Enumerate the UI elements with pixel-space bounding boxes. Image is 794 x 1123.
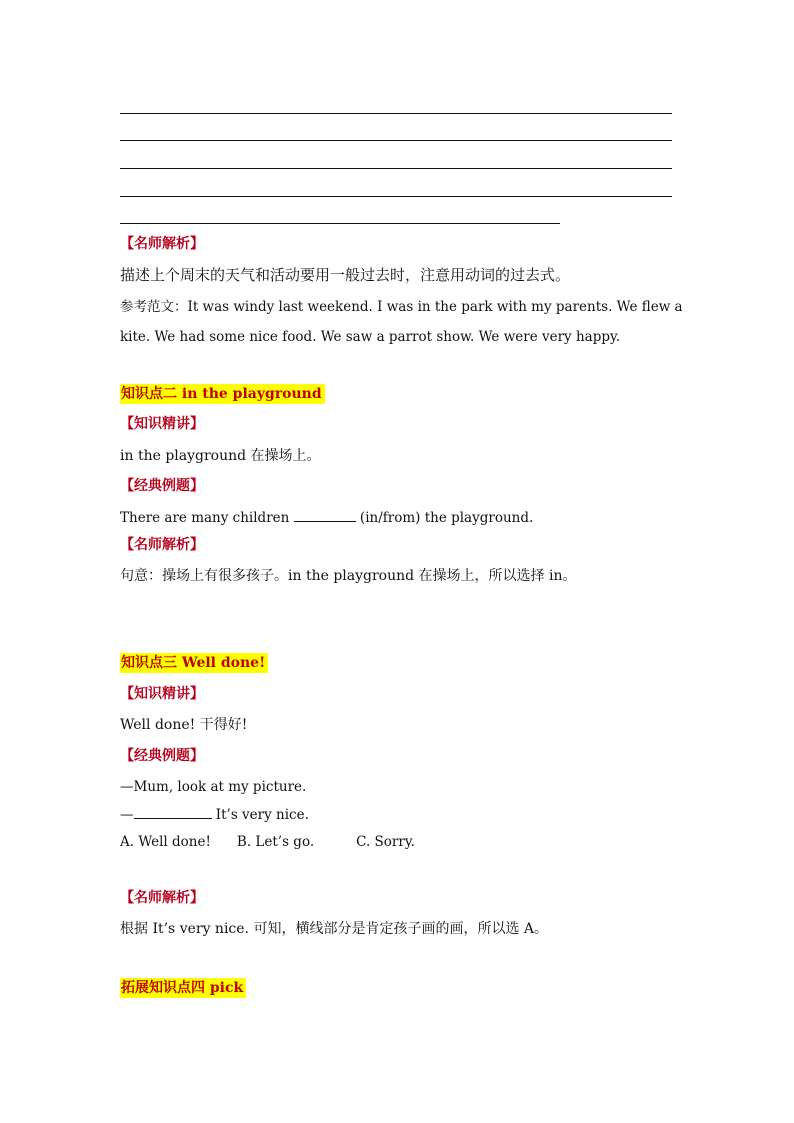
example-question (120, 804, 309, 825)
analysis-heading: 【名师解析】 (120, 236, 204, 252)
answer-options (120, 832, 415, 852)
analysis-text: 句意：操场上有很多孩子。in the playground 在操场上，所以选择 in。 (120, 568, 577, 584)
example-question: —Mum, look at my picture. (120, 779, 307, 795)
writing-line (120, 140, 672, 141)
answer-blank[interactable] (294, 507, 356, 522)
lecture-text: in the playground 在操场上。 (120, 448, 321, 464)
lecture-text: Well done! 干得好! (120, 717, 248, 733)
writing-line (120, 223, 560, 224)
analysis-text: 根据 It’s very nice. 可知，横线部分是肯定孩子画的画，所以选 A。 (120, 921, 549, 937)
dash: — (120, 807, 134, 823)
knowledge-point-title: 知识点三 Well done! (120, 653, 268, 673)
option-b: B. Let’s go. (236, 834, 315, 850)
knowledge-point-title: 拓展知识点四 pick (120, 978, 246, 998)
example-text: (in/from) the playground. (355, 510, 534, 526)
knowledge-point-title: 知识点二 in the playground (120, 384, 325, 404)
analysis-text: 描述上个周末的天气和活动要用一般过去时，注意用动词的过去式。 (120, 266, 571, 284)
example-text: There are many children (120, 510, 294, 526)
example-text: It’s very nice. (211, 807, 309, 823)
lecture-heading: 【知识精讲】 (120, 686, 204, 702)
example-heading: 【经典例题】 (120, 478, 204, 494)
sample-essay-line: 参考范文：It was windy last weekend. I was in the park with my parents. We flew a (120, 299, 683, 315)
analysis-heading: 【名师解析】 (120, 890, 204, 906)
example-heading: 【经典例题】 (120, 748, 204, 764)
answer-blank[interactable] (134, 804, 212, 819)
lecture-heading: 【知识精讲】 (120, 416, 204, 432)
writing-line (120, 196, 672, 197)
option-c: C. Sorry. (356, 834, 415, 850)
analysis-heading: 【名师解析】 (120, 537, 204, 553)
example-question (120, 507, 533, 528)
writing-line (120, 168, 672, 169)
writing-line (120, 113, 672, 114)
sample-essay-line: kite. We had some nice food. We saw a parrot show. We were very happy. (120, 329, 621, 345)
option-a: A. Well done! (120, 834, 211, 850)
